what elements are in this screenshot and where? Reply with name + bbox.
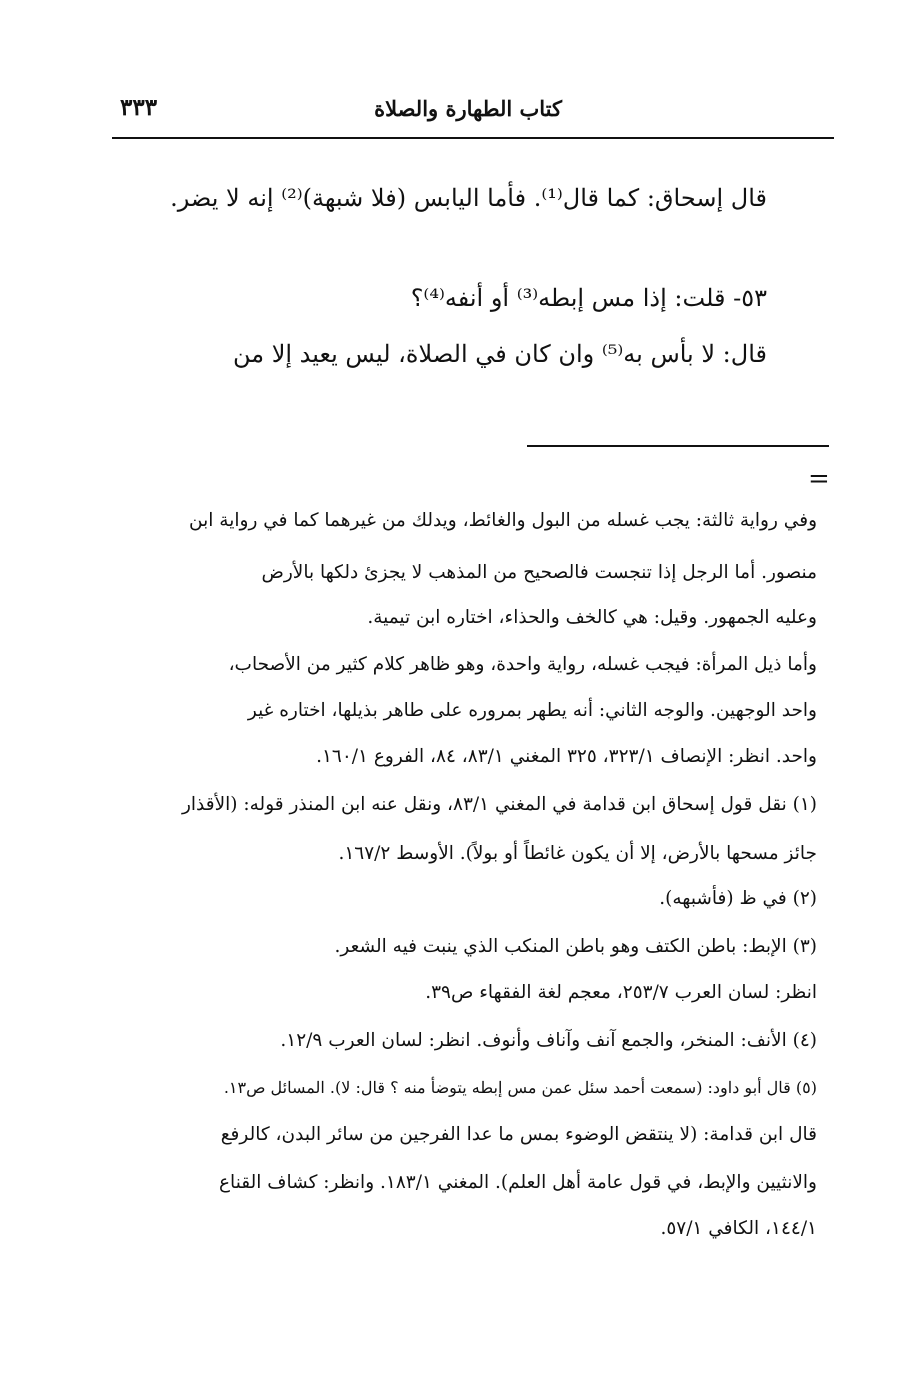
- running-header: [112, 92, 832, 132]
- header-rule: [112, 137, 834, 139]
- question-line: ٥٣- قلت: إذا مس إبطه⁽³⁾ أو أنفه⁽⁴⁾؟: [410, 284, 767, 312]
- footnote-line: واحد الوجهين. والوجه الثاني: أنه يطهر بمروره على طاهر بذيلها، اختاره غير: [247, 700, 817, 721]
- footnote-1: (١) نقل قول إسحاق ابن قدامة في المغني ٨٣/١، ونقل عنه ابن المنذر قوله: (الأقذار: [181, 794, 817, 815]
- footnote-line: وفي رواية ثالثة: يجب غسله من البول والغائط، ويدلك من غيرهما كما في رواية ابن: [189, 510, 817, 531]
- main-text-line: قال إسحاق: كما قال⁽¹⁾. فأما اليابس (فلا شبهة)⁽²⁾ إنه لا يضر.: [170, 184, 767, 212]
- footnote-line: قال ابن قدامة: (لا ينتقض الوضوء بمس ما عدا الفرجين من سائر البدن، كالرفع: [220, 1124, 817, 1145]
- running-title: كتاب الطهارة والصلاة: [374, 96, 562, 121]
- footnote-4: (٤) الأنف: المنخر، والجمع آنف وآناف وأنوف. انظر: لسان العرب ١٢/٩.: [280, 1030, 817, 1051]
- footnote-2: (٢) في ظ (فأشبهه).: [659, 888, 817, 909]
- footnote-line: منصور. أما الرجل إذا تنجست فالصحيح من المذهب لا يجزئ دلكها بالأرض: [261, 562, 817, 583]
- footnote-separator: [527, 445, 829, 447]
- footnote-line: جائز مسحها بالأرض، إلا أن يكون غائطاً أو بولاً). الأوسط ١٦٧/٢.: [338, 843, 817, 864]
- footnote-line: ١٤٤/١، الكافي ٥٧/١.: [660, 1218, 817, 1239]
- footnote-line: انظر: لسان العرب ٢٥٣/٧، معجم لغة الفقهاء ص٣٩.: [425, 982, 817, 1003]
- footnote-3: (٣) الإبط: باطن الكتف وهو باطن المنكب الذي ينبت فيه الشعر.: [334, 936, 817, 957]
- footnote-5: (٥) قال أبو داود: (سمعت أحمد سئل عمن مس إبطه يتوضأ منه ؟ قال: لا). المسائل ص١٣.: [223, 1078, 817, 1097]
- footnote-line: وعليه الجمهور. وقيل: هي كالخف والحذاء، اختاره ابن تيمية.: [367, 607, 817, 628]
- footnote-line: واحد. انظر: الإنصاف ٣٢٣/١، ٣٢٥ المغني ٨٣/١، ٨٤، الفروع ١٦٠/١.: [316, 746, 817, 767]
- answer-line: قال: لا بأس به⁽⁵⁾ وان كان في الصلاة، ليس يعيد إلا من: [232, 340, 767, 368]
- footnote-line: وأما ذيل المرأة: فيجب غسله، رواية واحدة، وهو ظاهر كلام كثير من الأصحاب،: [228, 654, 817, 675]
- page-number: ٣٣٣: [120, 94, 158, 121]
- footnote-line: والانثيين والإبط، في قول عامة أهل العلم). المغني ١٨٣/١. وانظر: كشاف القناع: [219, 1172, 817, 1193]
- continuation-mark: =: [808, 464, 830, 494]
